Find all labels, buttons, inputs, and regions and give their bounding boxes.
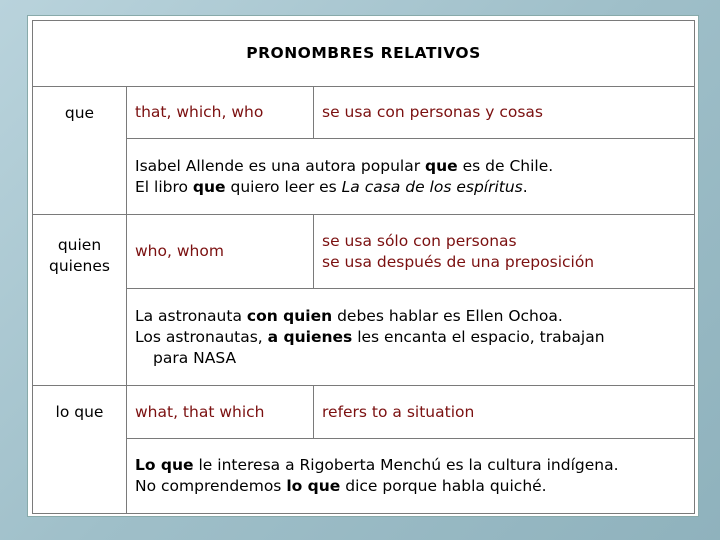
example-text: dice porque habla quiché. [340, 477, 547, 495]
relative-pronoun-highlight: que [425, 156, 458, 175]
example-text: Isabel Allende es una autora popular [135, 156, 426, 175]
relative-pronoun-highlight: lo que [286, 477, 341, 495]
pronoun-term [33, 386, 127, 514]
term-line: quien [57, 236, 102, 254]
book-title: La casa de los espíritus [341, 177, 523, 196]
example-text: le interesa a Rigoberta Menchú es la cultura indígena. [193, 456, 619, 474]
relative-pronoun-highlight: a quienes [267, 327, 353, 346]
example-row-lo-que [33, 439, 695, 514]
relative-pronouns-table [32, 20, 695, 514]
examples-cell [127, 139, 695, 215]
usage-line: se usa después de una preposición [322, 253, 595, 271]
example-sentence [135, 476, 694, 497]
usage-line: se usa sólo con personas [322, 232, 517, 250]
example-sentence [135, 327, 694, 348]
relative-pronoun-highlight: con quien [246, 306, 333, 325]
example-text: El libro [135, 177, 193, 196]
meaning-cell: that, which, who [127, 87, 314, 139]
example-text: para NASA [153, 348, 237, 367]
example-sentence-continuation [135, 348, 694, 369]
usage-cell [314, 87, 695, 139]
example-text: les encanta el espacio, trabajan [352, 327, 605, 346]
examples-cell [127, 289, 695, 386]
pronoun-term [33, 215, 127, 386]
usage-line: se usa con personas y cosas [322, 103, 544, 121]
example-text: debes hablar es Ellen Ochoa. [332, 306, 563, 325]
meaning-cell: who, whom [127, 215, 314, 289]
relative-pronoun-highlight: que [192, 177, 226, 196]
example-row-que [33, 139, 695, 215]
pronoun-term [33, 87, 127, 215]
table-title: PRONOMBRES RELATIVOS [33, 21, 695, 87]
meaning-cell: what, that which [127, 386, 314, 439]
pronoun-row-lo-que [33, 386, 695, 439]
example-sentence [135, 156, 694, 177]
example-text: Los astronautas, [135, 327, 268, 346]
pronoun-row-que [33, 87, 695, 139]
usage-cell [314, 215, 695, 289]
usage-line: refers to a situation [322, 402, 475, 421]
example-text: La astronauta [135, 306, 247, 325]
usage-cell [314, 386, 695, 439]
example-text: es de Chile. [457, 156, 554, 175]
example-text: . [522, 177, 528, 196]
examples-cell [127, 439, 695, 514]
example-sentence [135, 177, 694, 198]
example-text: No comprendemos [135, 477, 287, 495]
term-line: quienes [49, 257, 110, 275]
example-sentence [135, 306, 694, 327]
title-row [33, 21, 695, 87]
example-row-quien [33, 289, 695, 386]
example-text: quiero leer es [225, 177, 342, 196]
term-line: que [64, 104, 95, 122]
term-line: lo que [55, 403, 104, 421]
pronoun-row-quien [33, 215, 695, 289]
example-sentence [135, 455, 694, 476]
relative-pronoun-highlight: Lo que [135, 456, 194, 474]
